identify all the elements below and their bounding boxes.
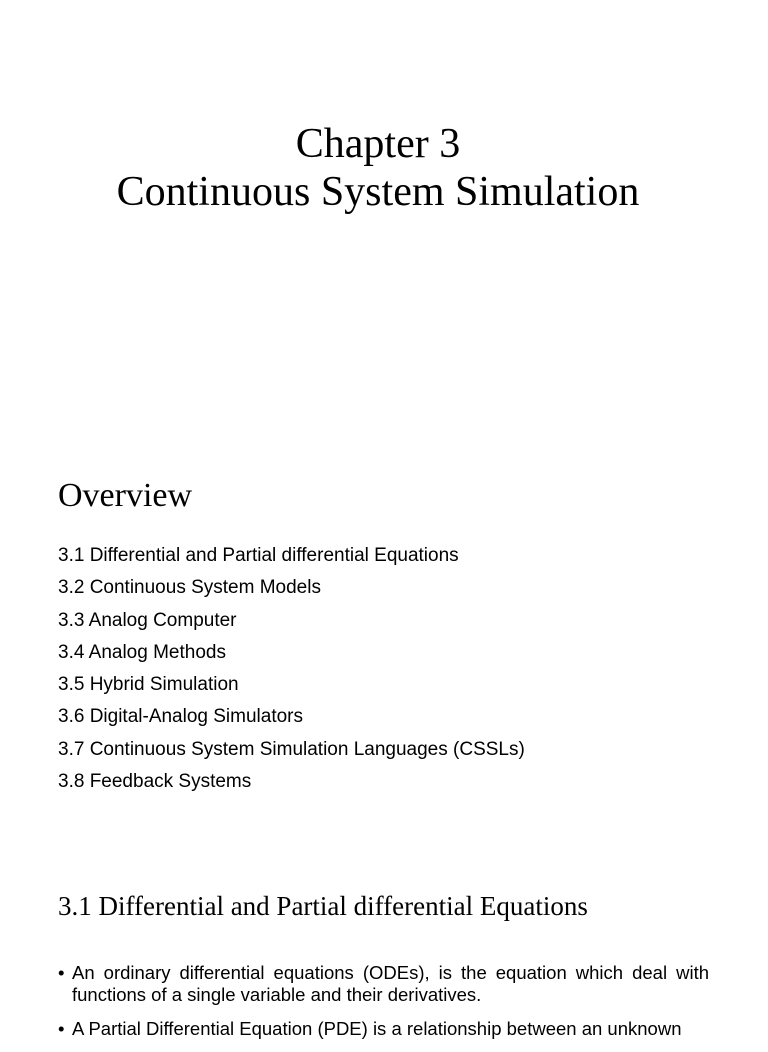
bullet-item xyxy=(58,962,709,1006)
overview-item: 3.5 Hybrid Simulation xyxy=(58,674,239,696)
chapter-name: Continuous System Simulation xyxy=(116,169,640,215)
overview-item: 3.6 Digital-Analog Simulators xyxy=(58,706,304,728)
section-heading: 3.1 Differential and Partial differential Equations xyxy=(58,891,588,921)
overview-heading: Overview xyxy=(58,477,193,514)
chapter-number: Chapter 3 xyxy=(295,121,461,167)
overview-item: 3.8 Feedback Systems xyxy=(58,771,252,793)
bullet-icon: • xyxy=(58,1018,65,1039)
bullet-text: A Partial Differential Equation (PDE) is a relationship between an unknown xyxy=(72,1018,682,1039)
bullet-text: An ordinary differential equations (ODEs), is the equation which deal with functions of a single variable and their derivatives. xyxy=(72,962,709,1005)
chapter-title xyxy=(0,120,756,216)
section-bullet-list xyxy=(58,962,709,1052)
overview-item: 3.4 Analog Methods xyxy=(58,641,226,663)
overview-list xyxy=(58,540,525,798)
overview-item: 3.1 Differential and Partial differential Equations xyxy=(58,545,459,566)
overview-item: 3.7 Continuous System Simulation Languages (CSSLs) xyxy=(58,738,525,760)
bullet-item xyxy=(58,1018,709,1040)
overview-item: 3.2 Continuous System Models xyxy=(58,577,321,599)
overview-item: 3.3 Analog Computer xyxy=(58,609,237,631)
bullet-icon: • xyxy=(58,962,65,983)
